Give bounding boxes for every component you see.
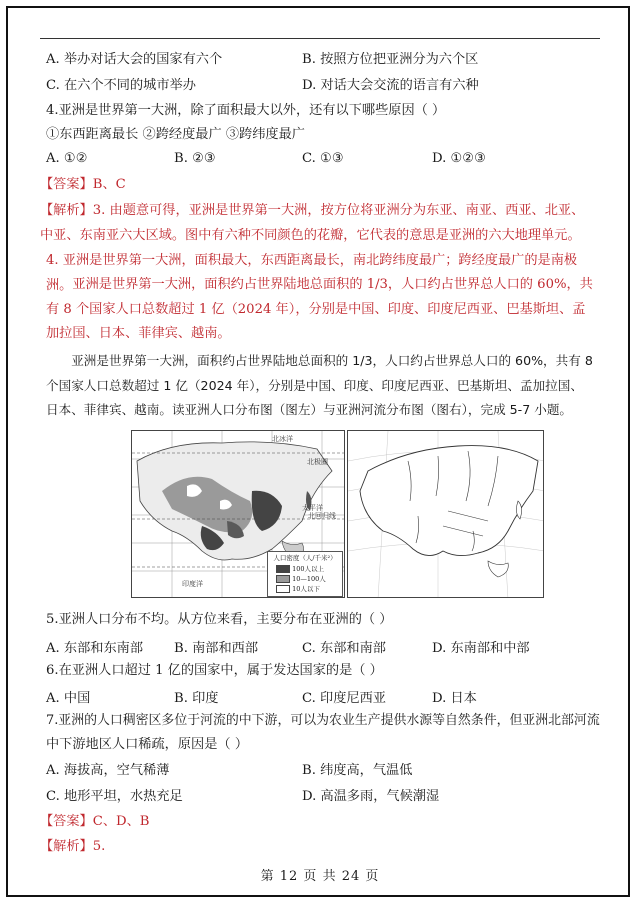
answer-2-tag: 【答案】 <box>40 814 93 829</box>
q7-option-d: D. 高温多雨，气候潮湿 <box>302 789 440 804</box>
q6-option-d: D. 日本 <box>432 691 477 706</box>
legend-swatch-low <box>276 585 290 593</box>
answer-2-text: C、D、B <box>92 814 150 829</box>
population-legend <box>267 551 343 597</box>
page-number: 第 12 页 共 24 页 <box>260 869 380 884</box>
asia-population-map <box>131 430 345 598</box>
prev-option-c: C. 在六个不同的城市举办 <box>46 78 196 93</box>
analysis-4a: 4. 亚洲是世界第一大洲，面积最大，东西距离最长，南北跨纬度最广；跨经度最广的是南极洲。 <box>46 253 578 293</box>
header-rule <box>40 38 600 39</box>
label-pacific: 太平洋 <box>302 504 323 512</box>
legend-label-mid: 10—100人 <box>292 575 326 583</box>
q4-option-b: B. ②③ <box>174 151 216 166</box>
legend-row-high <box>276 564 342 573</box>
analysis-3 <box>40 199 596 248</box>
q6-stem: 6.在亚洲人口超过 1 亿的国家中，属于发达国家的是（ ） <box>46 663 383 678</box>
analysis-4b: 亚洲是世界第一大洲，面积约占世界陆地总面积的 1/3，人口约占世界总人口的 60%，共有 8 个国家人口总数超过 1 亿（2024 年），分别是中国、印度、印度尼西亚、巴基斯坦、孟加拉国、日本、菲律宾、越南。 <box>46 277 593 341</box>
intro-paragraph: 亚洲是世界第一大洲，面积约占世界陆地总面积的 1/3，人口约占世界总人口的 60%，共有 8 个国家人口总数超过 1 亿（2024 年），分别是中国、印度、印度尼西亚、巴基斯坦、孟加拉国、日本、菲律宾、越南。读亚洲人口分布图（图左）与亚洲河流分布图（图右），完成 5-7 小题。 <box>46 353 593 417</box>
legend-title: 人口密度（人/千米²） <box>273 554 337 562</box>
legend-row-low <box>276 584 342 593</box>
answer-text: B、C <box>92 177 126 192</box>
legend-swatch-mid <box>276 575 290 583</box>
q4-stem: 4.亚洲是世界第一大洲，除了面积最大以外，还有以下哪些原因（ ） <box>46 103 446 118</box>
answer-line-1 <box>40 176 126 194</box>
prev-option-d: D. 对话大会交流的语言有六种 <box>302 78 479 93</box>
q4-option-d: D. ①②③ <box>432 151 486 166</box>
answer-line-2 <box>40 813 149 831</box>
q7-option-a: A. 海拔高，空气稀薄 <box>46 763 170 778</box>
legend-row-mid <box>276 574 342 583</box>
legend-label-high: 100人以上 <box>292 565 324 573</box>
analysis-tag: 【解析】 <box>40 203 93 218</box>
analysis-line-2 <box>40 838 105 856</box>
label-tropic: 北回归线 <box>308 512 336 520</box>
q7-option-c: C. 地形平坦，水热充足 <box>46 789 183 804</box>
analysis-2-tag: 【解析】 <box>40 839 93 854</box>
legend-label-low: 10人以下 <box>292 585 320 593</box>
q6-option-b: B. 印度 <box>174 691 219 706</box>
q7-option-b: B. 纬度高，气温低 <box>302 763 413 778</box>
asia-river-map <box>347 430 544 598</box>
label-arctic-circle: 北极圈 <box>307 458 328 466</box>
q5-stem: 5.亚洲人口分布不均。从方位来看，主要分布在亚洲的（ ） <box>46 612 393 627</box>
q6-option-c: C. 印度尼西亚 <box>302 691 386 706</box>
legend-swatch-high <box>276 565 290 573</box>
q7-stem-line1: 7.亚洲的人口稠密区多位于河流的中下游，可以为农业生产提供水源等自然条件，但亚洲北部河流 <box>46 713 600 728</box>
analysis-2-text: 5. <box>92 839 106 854</box>
q5-option-d: D. 东南部和中部 <box>432 641 530 656</box>
prev-option-a: A. 举办对话大会的国家有六个 <box>46 52 223 67</box>
q4-option-a: A. ①② <box>46 151 88 166</box>
river-map-drawing <box>348 431 544 598</box>
label-arctic-ocean: 北冰洋 <box>272 435 293 443</box>
label-indian-ocean: 印度洋 <box>182 580 203 588</box>
q5-option-c: C. 东部和南部 <box>302 641 386 656</box>
answer-tag: 【答案】 <box>40 177 93 192</box>
q5-option-b: B. 南部和西部 <box>174 641 259 656</box>
prev-option-b: B. 按照方位把亚洲分为六个区 <box>302 52 479 67</box>
q4-option-c: C. ①③ <box>302 151 344 166</box>
q6-option-a: A. 中国 <box>46 691 91 706</box>
analysis-3-text: 3. 由题意可得，亚洲是世界第一大洲，按方位将亚洲分为东亚、南亚、西亚、北亚、中亚、东南亚六大区域。图中有六种不同颜色的花瓣，它代表的意思是亚洲的六大地理单元。 <box>40 203 585 243</box>
q7-stem-line2: 中下游地区人口稀疏，原因是（ ） <box>46 737 249 752</box>
q4-items: ①东西距离最长 ②跨经度最广 ③跨纬度最广 <box>46 127 305 142</box>
q5-option-a: A. 东部和东南部 <box>46 641 144 656</box>
